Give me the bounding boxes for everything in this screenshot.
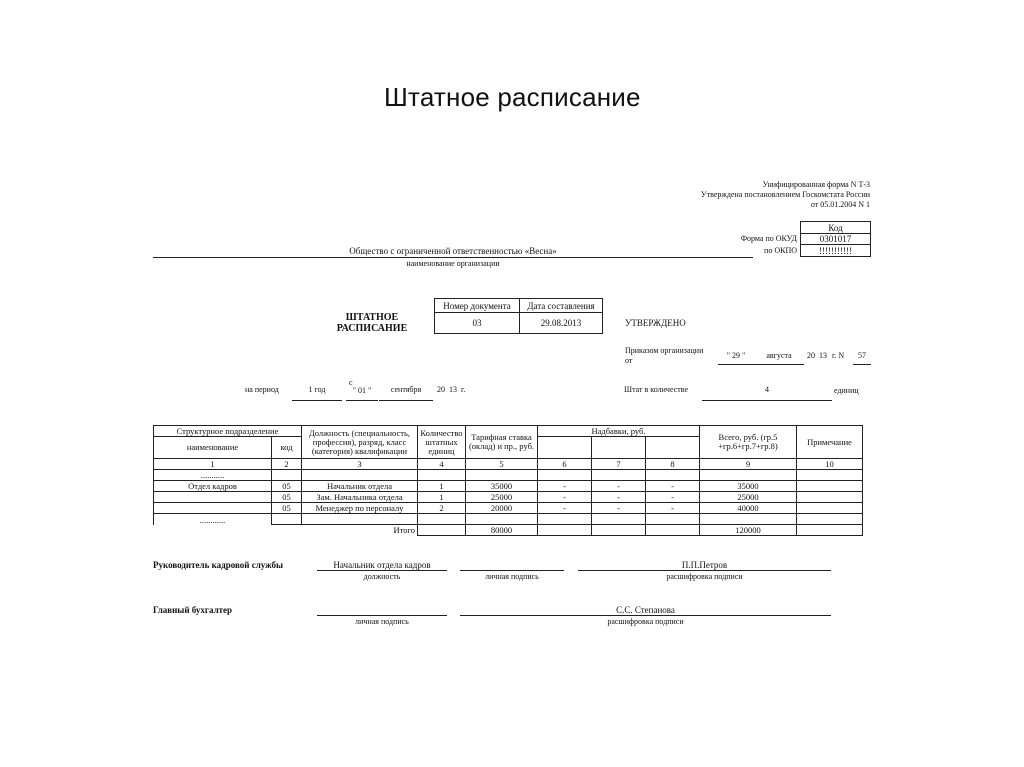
cap-signature2: личная подпись [355, 617, 409, 626]
slide-title: Штатное расписание [384, 82, 641, 112]
row0-count: 1 [418, 481, 466, 492]
table-row [154, 492, 863, 503]
accountant-name: С.С. Степанова [616, 605, 675, 615]
doc-title-line1: ШТАТНОЕ [345, 312, 399, 323]
dots-top: ........... [154, 470, 272, 481]
row1-rate: 25000 [466, 492, 538, 503]
row2-name [154, 503, 272, 514]
h-bonus-6 [538, 437, 592, 459]
total-row [154, 525, 863, 536]
order-number-line [853, 364, 871, 365]
hr-head-name: П.П.Петров [681, 560, 728, 570]
hr-signature-line [460, 570, 564, 571]
row2-code: 05 [272, 503, 302, 514]
okud-value: 0301017 [800, 233, 871, 245]
total-sum: 120000 [700, 525, 797, 536]
order-month: августа [766, 351, 792, 360]
row2-count: 2 [418, 503, 466, 514]
col-num-2: 2 [272, 459, 302, 470]
row2-b7: - [592, 503, 646, 514]
row2-position: Менеджер по персоналу [302, 503, 418, 514]
row0-b8: - [646, 481, 700, 492]
period-day-line [346, 400, 378, 401]
h-bonus-8 [646, 437, 700, 459]
okpo-value: !!!!!!!!!!! [800, 244, 871, 257]
order-label-line1: Приказом организации [625, 346, 704, 355]
h-name: наименование [154, 437, 272, 459]
accountant-signature-line [317, 615, 447, 616]
cap-signature: личная подпись [485, 572, 539, 581]
row1-name [154, 492, 272, 503]
row1-b7: - [592, 492, 646, 503]
row1-b8: - [646, 492, 700, 503]
period-day: " 01 " [352, 386, 372, 395]
hr-position-line [317, 570, 447, 571]
period-year-prefix: 20 [437, 385, 445, 394]
period-year-suffix: г. [461, 385, 466, 394]
dots-bottom: ............ [154, 514, 272, 525]
staff-count-line [702, 400, 832, 401]
table-row [154, 481, 863, 492]
h-struct: Структурное подразделение [154, 426, 302, 437]
row2-total: 40000 [700, 503, 797, 514]
col-num-9: 9 [700, 459, 797, 470]
h-rate: Тарифная ставка (оклад) и пр., руб. [466, 426, 538, 459]
row0-name: Отдел кадров [154, 481, 272, 492]
row1-note [797, 492, 863, 503]
cap-decode: расшифровка подписи [666, 572, 743, 581]
total-label: Итого [393, 524, 415, 535]
order-label-line2: от [625, 356, 633, 365]
codes-header: Код [800, 221, 871, 234]
organization-name: Общество с ограниченной ответственностью «Весна» [349, 246, 557, 256]
row1-position: Зам. Начальника отдела [302, 492, 418, 503]
row0-rate: 35000 [466, 481, 538, 492]
row2-b6: - [538, 503, 592, 514]
period-month: сентября [390, 385, 422, 394]
h-bonus: Надбавки, руб. [538, 426, 700, 437]
order-year: 13 [819, 351, 827, 360]
doc-number: 03 [434, 312, 520, 334]
cap-decode2: расшифровка подписи [607, 617, 684, 626]
table-row [154, 514, 863, 525]
row1-count: 1 [418, 492, 466, 503]
doc-title-line2: РАСПИСАНИЕ [336, 323, 408, 334]
row2-note [797, 503, 863, 514]
staff-count-unit: единиц [834, 386, 859, 395]
h-note: Примечание [797, 426, 863, 459]
table-row [154, 470, 863, 481]
row0-total: 35000 [700, 481, 797, 492]
order-day: " 29 " [726, 351, 746, 360]
staff-count-value: 4 [765, 385, 769, 394]
h-position: Должность (специальность, профессия), разряд, класс (категория) квалификации [302, 426, 418, 459]
total-rate: 80000 [466, 525, 538, 536]
col-num-3: 3 [302, 459, 418, 470]
order-day-line [718, 364, 754, 365]
row1-b6: - [538, 492, 592, 503]
period-value: 1 год [308, 385, 326, 394]
row0-position: Начальник отдела [302, 481, 418, 492]
hr-name-line [578, 570, 831, 571]
row2-rate: 20000 [466, 503, 538, 514]
h-bonus-7 [592, 437, 646, 459]
col-num-4: 4 [418, 459, 466, 470]
table-row [154, 503, 863, 514]
staff-table [153, 425, 863, 536]
staff-count-label: Штат в количестве [624, 385, 689, 394]
period-value-line [292, 400, 342, 401]
row1-total: 25000 [700, 492, 797, 503]
col-num-1: 1 [154, 459, 272, 470]
period-label: на период [245, 385, 279, 394]
organization-underline [153, 257, 753, 258]
col-num-7: 7 [592, 459, 646, 470]
accountant-label: Главный бухгалтер [153, 605, 233, 615]
approved-label: УТВЕРЖДЕНО [625, 318, 686, 328]
h-code: код [272, 437, 302, 459]
row0-code: 05 [272, 481, 302, 492]
col-num-5: 5 [466, 459, 538, 470]
okud-label: Форма по ОКУД [740, 234, 797, 243]
period-year: 13 [449, 385, 457, 394]
row0-note [797, 481, 863, 492]
period-from: с [349, 378, 353, 387]
organization-caption: наименование организации [406, 259, 500, 268]
doc-number-label: Номер документа [434, 298, 520, 313]
hr-head-position: Начальник отдела кадров [333, 560, 431, 570]
row2-b8: - [646, 503, 700, 514]
period-month-line [379, 400, 433, 401]
accountant-name-line [460, 615, 831, 616]
order-year-prefix: 20 [807, 351, 815, 360]
hr-head-label: Руководитель кадровой службы [153, 560, 284, 570]
form-header-line1: Унифицированная форма N Т-3 [762, 180, 870, 189]
row1-code: 05 [272, 492, 302, 503]
doc-date-label: Дата составления [519, 298, 603, 313]
row0-b7: - [592, 481, 646, 492]
cap-position: должность [363, 572, 401, 581]
order-number: 57 [858, 351, 866, 360]
row0-b6: - [538, 481, 592, 492]
doc-date: 29.08.2013 [519, 312, 603, 334]
form-header-line2: Утверждена постановлением Госкомстата России [700, 190, 870, 199]
h-total: Всего, руб. (гр.5 +гр.6+гр.7+гр.8) [700, 426, 797, 459]
col-num-8: 8 [646, 459, 700, 470]
h-count: Количество штатных единиц [418, 426, 466, 459]
order-month-line [754, 364, 804, 365]
order-year-suffix: г. N [832, 351, 845, 360]
col-num-10: 10 [797, 459, 863, 470]
col-num-6: 6 [538, 459, 592, 470]
form-header-line3: от 05.01.2004 N 1 [810, 200, 870, 209]
okpo-label: по ОКПО [764, 246, 797, 255]
